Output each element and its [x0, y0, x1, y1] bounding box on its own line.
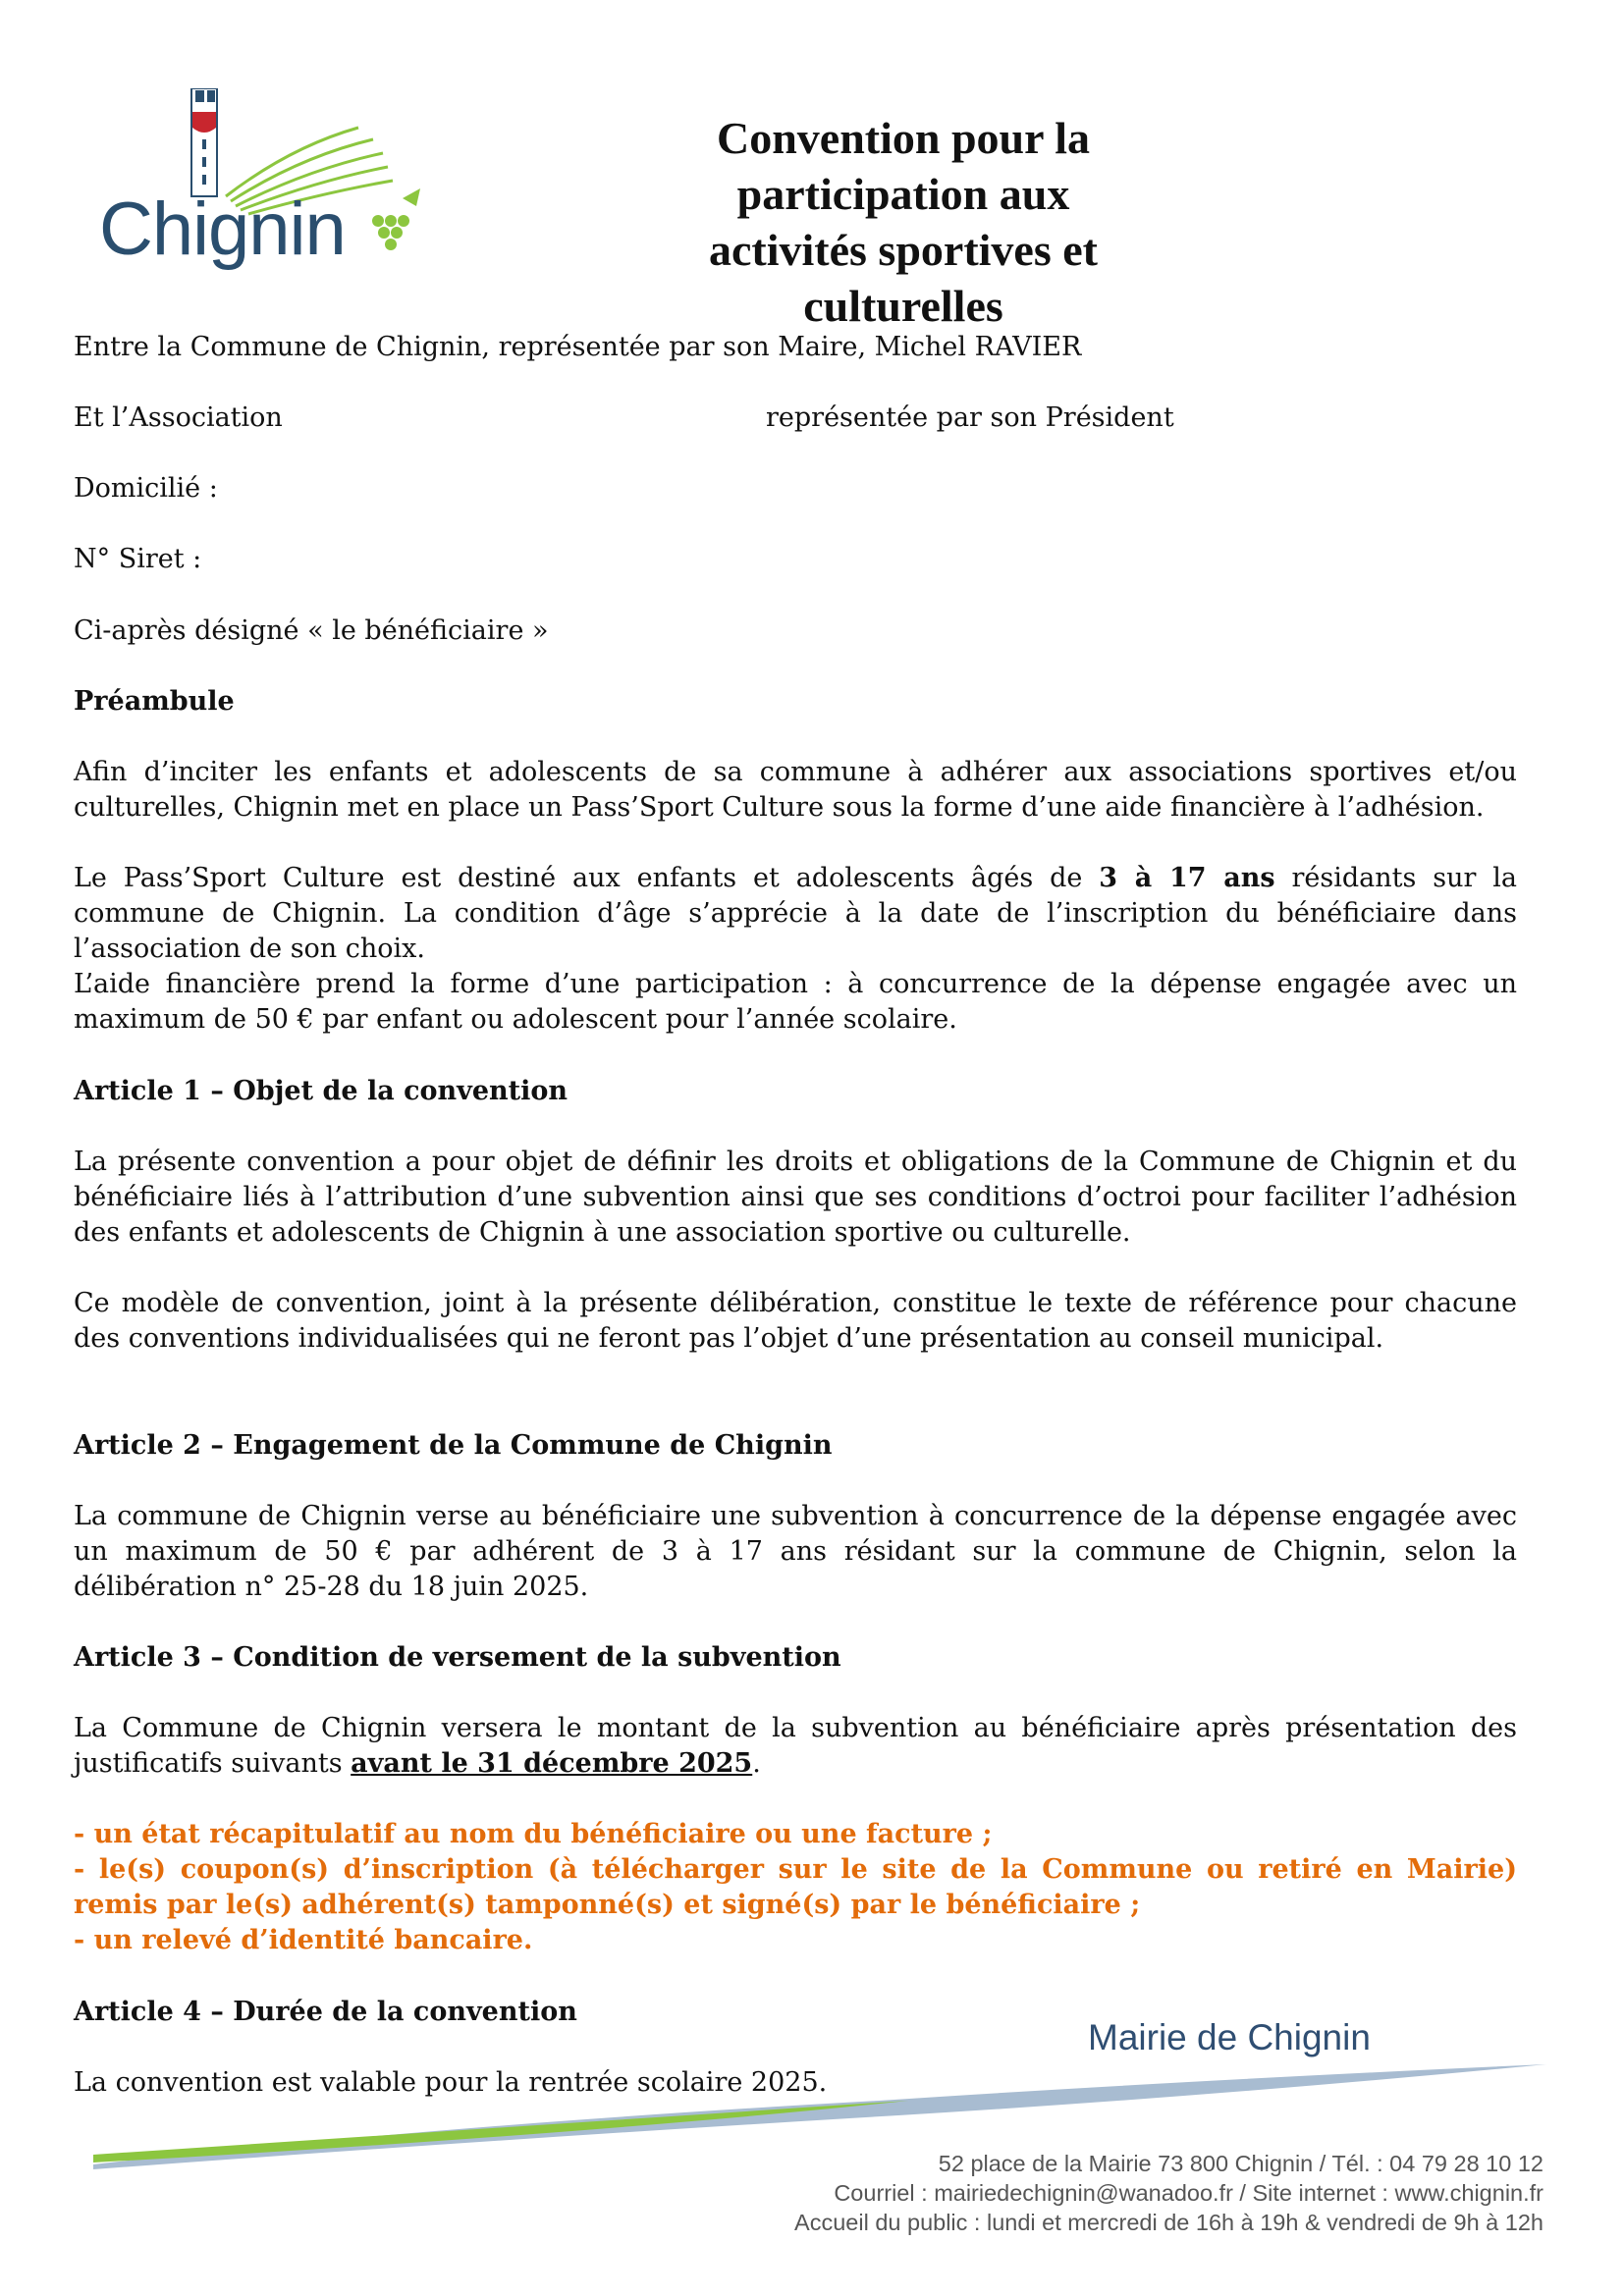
party-association: Et l’Association	[74, 402, 283, 433]
article-2-paragraph: La commune de Chignin verse au bénéficiaire une subvention à concurrence de la dépense engagée avec un maximum de 50 € par adhérent de 3 à 17 ans résidant sur la commune de Chignin, selon la délibération n° 25-28 du 18 juin 2025.	[74, 1501, 1517, 1602]
chignin-logo	[93, 88, 437, 280]
footer-address: 52 place de la Mairie 73 800 Chignin / Tél. : 04 79 28 10 12	[938, 2151, 1543, 2176]
article-1-heading: Article 1 – Objet de la convention	[74, 1076, 568, 1106]
beneficiary-designation: Ci-après désigné « le bénéficiaire »	[74, 615, 549, 646]
mairie-signature: Mairie de Chignin	[1088, 2017, 1371, 2057]
justificatifs-list	[74, 1817, 1517, 1958]
footer-contact: Courriel : mairiedechignin@wanadoo.fr / Site internet : www.chignin.fr	[834, 2180, 1543, 2206]
age-range: 3 à 17 ans	[1099, 863, 1275, 893]
party-commune: Entre la Commune de Chignin, représentée par son Maire, Michel RAVIER	[74, 332, 1082, 362]
preambule-paragraph-1: Afin d’inciter les enfants et adolescents de sa commune à adhérer aux associations sportives et/ou culturelles, Chignin met en place un Pass’Sport Culture sous la forme d’une aide financière à l’adhésion.	[74, 757, 1517, 823]
party-president: représentée par son Président	[766, 402, 1174, 433]
list-item: - un relevé d’identité bancaire.	[74, 1925, 533, 1955]
article-3-period: .	[752, 1748, 761, 1779]
article-2-heading: Article 2 – Engagement de la Commune de Chignin	[74, 1430, 833, 1461]
article-4-paragraph: La convention est valable pour la rentrée scolaire 2025.	[74, 2067, 828, 2098]
title-line-1: Convention pour la participation aux	[716, 113, 1091, 219]
preambule-p2-start: Le Pass’Sport Culture est destiné aux enfants et adolescents âgés de	[74, 863, 1100, 893]
list-item: - un état récapitulatif au nom du bénéficiaire ou une facture ;	[74, 1819, 993, 1849]
preambule-p2-end: résidants sur la commune de Chignin. La condition d’âge s’apprécie à la date de l’inscription du bénéficiaire dans l’association de son choix.	[74, 863, 1518, 964]
preambule-paragraph-3: L’aide financière prend la forme d’une participation : à concurrence de la dépense engagée avec un maximum de 50 € par enfant ou adolescent pour l’année scolaire.	[74, 969, 1517, 1035]
article-3-text: La Commune de Chignin versera le montant de la subvention au bénéficiaire après présentation des justificatifs suivants	[74, 1713, 1517, 1779]
article-3-heading: Article 3 – Condition de versement de la subvention	[74, 1642, 841, 1673]
deadline: avant le 31 décembre 2025	[351, 1748, 753, 1779]
footer-hours: Accueil du public : lundi et mercredi de 16h à 19h & vendredi de 9h à 12h	[794, 2210, 1543, 2235]
article-4-heading: Article 4 – Durée de la convention	[74, 1997, 577, 2027]
domicile-label: Domicilié :	[74, 473, 218, 504]
logo-wordmark: Chignin	[99, 187, 346, 271]
article-3-paragraph	[74, 1711, 1517, 1782]
article-1-paragraph-2: Ce modèle de convention, joint à la présente délibération, constitue le texte de référence pour chacune des conventions individualisées qui ne feront pas l’objet d’une présentation au conseil municipal.	[74, 1288, 1517, 1354]
siret-label: N° Siret :	[74, 544, 202, 574]
preambule-heading: Préambule	[74, 686, 235, 717]
preambule-paragraph-2	[74, 861, 1517, 967]
list-item: - le(s) coupon(s) d’inscription (à télécharger sur le site de la Commune ou retiré en Mairie) remis par le(s) adhérent(s) tamponné(s) et signé(s) par le bénéficiaire ;	[74, 1854, 1517, 1920]
article-1-paragraph-1: La présente convention a pour objet de définir les droits et obligations de la Commune de Chignin et du bénéficiaire liés à l’attribution d’une subvention ainsi que ses conditions d’octroi pour faciliter l’adhésion des enfants et adolescents de Chignin à une association sportive ou culturelle.	[74, 1147, 1517, 1248]
page-title	[609, 110, 1198, 334]
title-line-2: activités sportives et culturelles	[709, 225, 1098, 331]
